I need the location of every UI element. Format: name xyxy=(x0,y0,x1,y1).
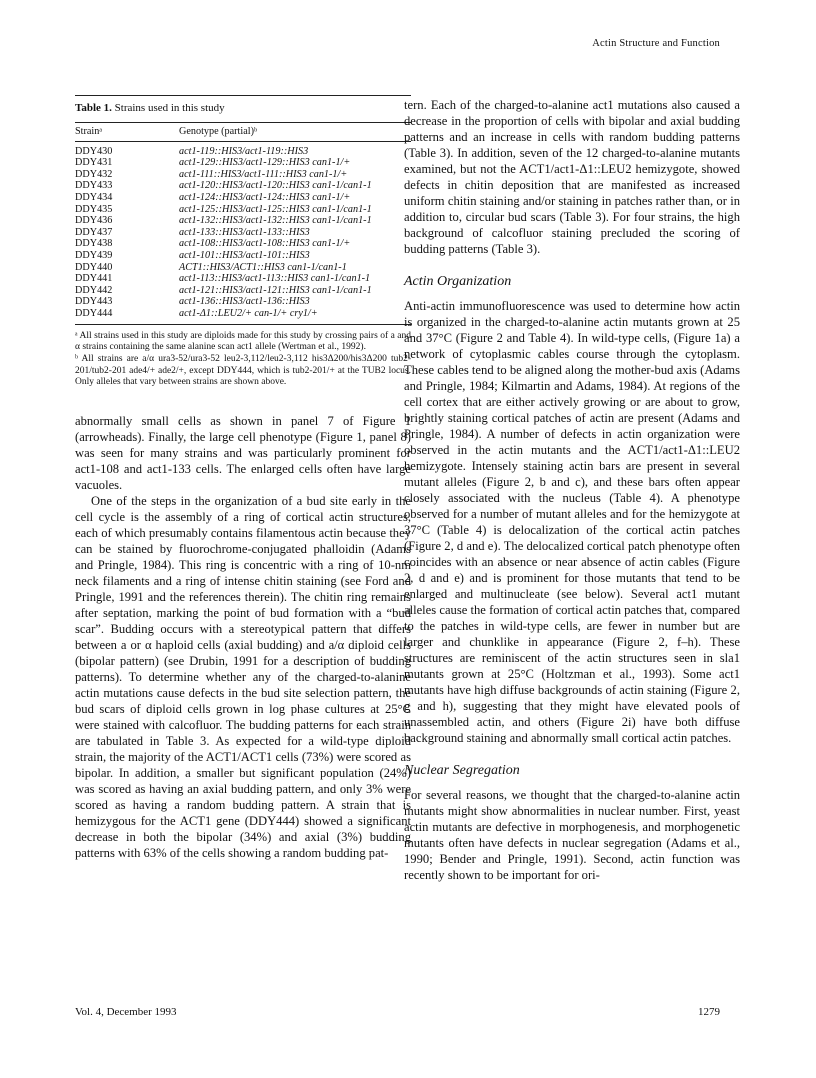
table-row xyxy=(75,141,411,157)
genotype-cell: act1-121::HIS3/act1-121::HIS3 can1-1/can1-1 xyxy=(179,284,372,296)
table-footnote-a: ᵃ All strains used in this study are diploids made for this study by crossing pairs of a and α strains containing the same alanine scan act1 allele (Wertman et al., 1992). xyxy=(75,330,411,352)
strain-cell: DDY442 xyxy=(75,284,113,296)
table-row xyxy=(75,250,411,262)
table-header-genotype: Genotype (partial)ᵇ xyxy=(179,126,258,137)
table-row xyxy=(75,285,411,297)
table-top-rule xyxy=(75,95,411,96)
genotype-cell: act1-108::HIS3/act1-108::HIS3 can1-1/+ xyxy=(179,238,351,250)
table-header-strain: Strainᵃ xyxy=(75,126,103,137)
genotype-cell: act1-Δ1::LEU2/+ can-1/+ cry1/+ xyxy=(179,307,318,319)
body-paragraph: tern. Each of the charged-to-alanine act1 mutations also caused a decrease in the proportion of cells with bipolar and axial budding patterns and an increase in cells with random budding patterns (Table 3). In addition, seven of the 12 charged-to-alanine mutants examined, but not the ACT1/act1-Δ1::LEU2 hemizygote, showed defects in chitin deposition that are manifested as increased uniform chitin staining and/or staining in patches rather than, or in addition to, circular bud scars (Table 3). For four strains, the high background of calcofluor staining precluded the scoring of budding patterns (Table 3). xyxy=(404,98,740,256)
strain-cell: DDY431 xyxy=(75,157,113,169)
genotype-cell: act1-129::HIS3/act1-129::HIS3 can1-1/+ xyxy=(179,157,351,169)
table-row xyxy=(75,192,411,204)
genotype-cell: act1-125::HIS3/act1-125::HIS3 can1-1/can1-1 xyxy=(179,203,372,215)
table-row xyxy=(75,273,411,285)
table-row xyxy=(75,227,411,239)
table-label: Table 1. xyxy=(75,102,112,114)
table-row xyxy=(75,296,411,308)
table-row xyxy=(75,169,411,181)
table-caption: Strains used in this study xyxy=(114,102,225,114)
strain-cell: DDY433 xyxy=(75,180,113,192)
right-column xyxy=(404,97,740,883)
genotype-cell: act1-124::HIS3/act1-124::HIS3 can1-1/+ xyxy=(179,191,351,203)
table-row xyxy=(75,204,411,216)
table-row xyxy=(75,308,411,320)
page-number: 1279 xyxy=(698,1006,720,1018)
genotype-cell: act1-132::HIS3/act1-132::HIS3 can1-1/can1-1 xyxy=(179,215,372,227)
body-paragraph: abnormally small cells as shown in panel 7 of Figure 1 (arrowheads). Finally, the large cell phenotype (Figure 1, panel 8) was seen for many strains and was particularly prominent for act1-108 and act1-133 cells. The enlarged cells often have large vacuoles. xyxy=(75,413,411,492)
strain-cell: DDY436 xyxy=(75,215,113,227)
journal-volume: Vol. 4, December 1993 xyxy=(75,1006,177,1018)
genotype-cell: act1-133::HIS3/act1-133::HIS3 xyxy=(179,226,310,238)
table-title xyxy=(75,100,411,116)
genotype-cell: ACT1::HIS3/ACT1::HIS3 can1-1/can1-1 xyxy=(179,261,347,273)
strain-cell: DDY430 xyxy=(75,145,113,157)
left-column xyxy=(75,95,411,861)
table-footnote-b: ᵇ All strains are a/α ura3-52/ura3-52 leu2-3,112/leu2-3,112 his3Δ200/his3Δ200 tub2-201/tub2-201 ade4/+ ade2/+, except DDY444, which is tub2-201/+ at the TUB2 locus. Only alleles that vary between strains are shown above. xyxy=(75,354,411,388)
genotype-cell: act1-119::HIS3/act1-119::HIS3 xyxy=(179,145,309,157)
table-row xyxy=(75,262,411,274)
strain-cell: DDY437 xyxy=(75,226,113,238)
section-heading-actin: Actin Organization xyxy=(404,274,512,289)
table-row xyxy=(75,157,411,169)
genotype-cell: act1-111::HIS3/act1-111::HIS3 can1-1/+ xyxy=(179,168,348,180)
strain-cell: DDY432 xyxy=(75,168,113,180)
body-paragraph: One of the steps in the organization of a bud site early in the cell cycle is the assembly of a ring of cortical actin structures, each of which presumably contains filamentous actin because they can be stained by fluorochrome-conjugated phalloidin (Adams and Pringle, 1984). This ring is concentric with a ring of 10-nm neck filaments and a ring of intense chitin staining (see Ford and Pringle, 1991 and the references therein). The chitin ring remains after septation, marking the point of bud formation with a “bud scar”. Budding occurs with a stereotypical pattern that differs between a or α haploid cells (axial budding) and a/α diploid cells (bipolar pattern) (see Drubin, 1991 for a description of budding patterns). To determine whether any of the charged-to-alanine actin mutations cause defects in the bud site selection pattern, the bud scars of diploid cells grown in log phase cultures at 25°C were stained with calcofluor. The budding patterns for each strain are tabulated in Table 3. As expected for a wild-type diploid strain, the majority of the ACT1/ACT1 cells (73%) were scored as bipolar. In addition, a smaller but significant population (24%) was scored as having an axial budding pattern, and only 3% were scored as having a random budding pattern. A strain that is hemizygous for the ACT1 gene (DDY444) showed a significant decrease in both the bipolar (34%) and axial (3%) budding patterns with 63% of the cells showing a random budding pat- xyxy=(75,493,411,860)
strain-cell: DDY434 xyxy=(75,191,113,203)
genotype-cell: act1-113::HIS3/act1-113::HIS3 can1-1/can1-1 xyxy=(179,273,371,285)
body-paragraph: For several reasons, we thought that the charged-to-alanine actin mutants might show abnormalities in nuclear number. First, yeast actin mutants are defective in morphogenesis, and morphogenetic mutants often have defects in nuclear segregation (Adams et al., 1990; Bender and Pringle, 1991). Second, actin function was recently shown to be important for ori- xyxy=(404,788,740,882)
strain-cell: DDY441 xyxy=(75,273,113,285)
strain-cell: DDY443 xyxy=(75,296,113,308)
strain-cell: DDY440 xyxy=(75,261,113,273)
table-row xyxy=(75,238,411,250)
table-body xyxy=(75,141,411,319)
table-row xyxy=(75,215,411,227)
table-bottom-rule xyxy=(75,324,411,325)
genotype-cell: act1-120::HIS3/act1-120::HIS3 can1-1/can1-1 xyxy=(179,180,372,192)
running-head: Actin Structure and Function xyxy=(592,38,720,49)
genotype-cell: act1-101::HIS3/act1-101::HIS3 xyxy=(179,249,310,261)
strain-cell: DDY438 xyxy=(75,238,113,250)
table-row xyxy=(75,180,411,192)
genotype-cell: act1-136::HIS3/act1-136::HIS3 xyxy=(179,296,310,308)
body-paragraph: Anti-actin immunofluorescence was used to determine how actin is organized in the charged-to-alanine actin mutants grown at 25 and 37°C (Figure 2 and Table 4). In wild-type cells, (Figure 1a) a network of cytoplasmic cables course through the cytoplasm. These cables tend to be aligned along the mother-bud axis (Adams and Pringle, 1984; Kilmartin and Adams, 1984). At regions of the cell cortex that are either actively growing or are about to grow, brightly staining cortical patches of actin are present (Adams and Pringle, 1984). A number of defects in actin organization were observed in the actin mutants and the ACT1/act1-Δ1::LEU2 hemizygote. Intensely staining actin bars are present in several mutant alleles (Figure 2, b and c), and these bars often appear closely associated with the nucleus (Table 4). A phenotype observed for a number of mutant alleles and for the hemizygote at 37°C (Table 4) is delocalization of the cortical actin patches (Figure 2, d and e). The delocalized cortical patch phenotype often coincides with an absence or near absence of actin cables (Figure 2, d and e) and is prominent for those mutants that tend to be enlarged and multinucleate (see below). Several act1 mutant alleles cause the formation of cortical actin patches that, compared to the patches in wild-type cells, are fewer in number but are larger and chunklike in appearance (Figure 2, f–h). These structures are reminiscent of the actin structures seen in sla1 mutants grown at 25°C (Holtzman et al., 1993). Some act1 mutants have high diffuse backgrounds of actin staining (Figure 2, g and h), suggesting that they might have elevated pools of unassembled actin, and others (Figure 2i) have both diffuse background staining and abnormally small cortical actin patches. xyxy=(404,299,740,745)
strains-table xyxy=(75,122,411,320)
strain-cell: DDY444 xyxy=(75,307,113,319)
strain-cell: DDY435 xyxy=(75,203,113,215)
section-heading-nuclear: Nuclear Segregation xyxy=(404,763,520,778)
strain-cell: DDY439 xyxy=(75,249,113,261)
